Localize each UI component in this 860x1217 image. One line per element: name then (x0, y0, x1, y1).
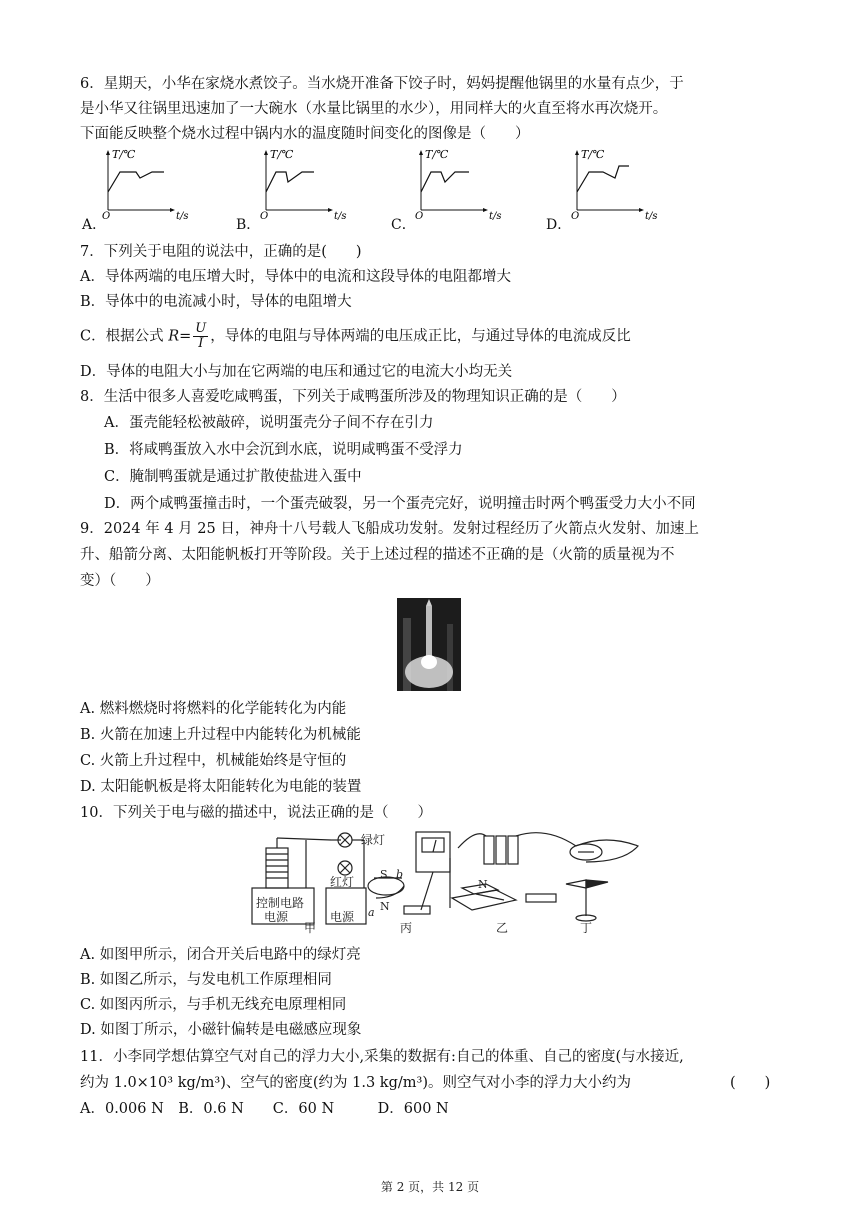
q10-option-c: C. 如图丙所示，与手机无线充电原理相同 (80, 997, 347, 1013)
green-lamp-label: 绿灯 (361, 833, 386, 847)
graph-a (90, 148, 220, 220)
graph-d-x-label: t/s (645, 211, 658, 220)
figure-bing-s: S (380, 868, 388, 881)
q9-line3: 变）（ ） (80, 573, 160, 589)
graph-d (559, 148, 689, 220)
graph-b-y-label: T/℃ (270, 148, 294, 161)
figure-yi (452, 833, 576, 910)
q7-option-c (80, 322, 631, 351)
red-lamp-label: 红灯 (330, 875, 355, 889)
graph-c-x-label: t/s (489, 211, 502, 220)
figure-bing-b: b (396, 868, 404, 881)
q6-line2: 是小华又往锅里迅速加了一大碗水（水量比锅里的水少），用同样大的火直至将水再次烧开。 (80, 101, 668, 117)
figure-yi-n: N (478, 878, 488, 891)
power-label-2: 电源 (330, 910, 355, 924)
electromagnetism-figure (246, 828, 650, 934)
q9-option-b: B. 火箭在加速上升过程中内能转化为机械能 (80, 727, 361, 743)
q8-option-c: C．腌制鸭蛋就是通过扩散使盐进入蛋中 (104, 469, 362, 485)
figure-yi-label: 乙 (496, 921, 509, 934)
graph-a-y-label: T/℃ (112, 148, 136, 161)
q6-line1: 6．星期天，小华在家烧水煮饺子。当水烧开准备下饺子时，妈妈提醒他锅里的水量有点少，于 (80, 76, 684, 92)
graph-a-origin: O (102, 211, 111, 220)
power-label-1: 电源 (264, 910, 289, 924)
q7-option-b: B．导体中的电流减小时，导体的电阻增大 (80, 294, 352, 310)
q10-stem: 10．下列关于电与磁的描述中，说法正确的是（ ） (80, 805, 432, 821)
q6-option-c: C． (391, 217, 416, 233)
graph-c (403, 148, 533, 220)
q11-answer-bracket: ( ) (730, 1075, 771, 1091)
q9-option-d: D. 太阳能帆板是将太阳能转化为电能的装置 (80, 779, 362, 795)
q8-option-b: B．将咸鸭蛋放入水中会沉到水底，说明咸鸭蛋不受浮力 (104, 442, 463, 458)
q8-stem: 8．生活中很多人喜爱吃咸鸭蛋，下列关于咸鸭蛋所涉及的物理知识正确的是（ ） (80, 389, 626, 405)
formula-fraction (193, 322, 208, 351)
figure-bing-n: N (380, 900, 390, 913)
q6-option-a: A． (82, 217, 107, 233)
q11-line2: 约为 1.0×10³ kg/m³)、空气的密度(约为 1.3 kg/m³)。则空气对小李的浮力大小约为 (80, 1075, 631, 1091)
control-circuit-label: 控制电路 (256, 896, 305, 910)
figure-ding-label: 丁 (580, 921, 593, 934)
q7-option-d: D．导体的电阻大小与加在它两端的电压和通过它的电流大小均无关 (80, 364, 513, 380)
q7-option-a: A．导体两端的电压增大时，导体中的电流和这段导体的电阻都增大 (80, 269, 511, 285)
q8-option-d: D．两个咸鸭蛋撞击时，一个蛋壳破裂，另一个蛋壳完好，说明撞击时两个鸭蛋受力大小不同 (104, 496, 696, 512)
q6-line3: 下面能反映整个烧水过程中锅内水的温度随时间变化的图像是（ ） (80, 126, 530, 142)
fraction-numerator: U (195, 321, 207, 336)
q10-option-b: B. 如图乙所示，与发电机工作原理相同 (80, 972, 332, 988)
graph-d-y-label: T/℃ (581, 148, 605, 161)
graph-a-x-label: t/s (176, 211, 189, 220)
graph-b-origin: O (260, 211, 269, 220)
page-footer: 第 2 页，共 12 页 (380, 1180, 480, 1194)
q9-line1: 9．2024 年 4 月 25 日，神舟十八号载人飞船成功发射。发射过程经历了火箭点火发射、加速上 (80, 521, 699, 537)
q8-option-a: A．蛋壳能轻松被敲碎，说明蛋壳分子间不存在引力 (104, 415, 434, 431)
q11-options: A．0.006 N B．0.6 N C．60 N D．600 N (80, 1101, 449, 1117)
fraction-denominator: I (198, 336, 204, 351)
q11-line1: 11．小李同学想估算空气对自己的浮力大小,采集的数据有:自己的体重、自己的密度(与水接近, (80, 1049, 684, 1065)
q9-line2: 升、船箭分离、太阳能帆板打开等阶段。关于上述过程的描述不正确的是（火箭的质量视为不 (80, 547, 675, 563)
q6-option-b: B． (236, 217, 261, 233)
rocket-launch-photo (397, 598, 461, 691)
figure-bing-a: a (368, 906, 375, 919)
q6-option-d: D． (546, 217, 572, 233)
graph-c-origin: O (415, 211, 424, 220)
q9-option-c: C. 火箭上升过程中，机械能始终是守恒的 (80, 753, 347, 769)
q7-stem: 7．下列关于电阻的说法中，正确的是( ) (80, 244, 362, 260)
q7-c-formula-lhs: R= (168, 328, 192, 345)
graph-b-x-label: t/s (334, 211, 347, 220)
figure-jia-label: 甲 (304, 921, 317, 934)
q9-option-a: A. 燃料燃烧时将燃料的化学能转化为内能 (80, 701, 347, 717)
q10-option-a: A. 如图甲所示，闭合开关后电路中的绿灯亮 (80, 947, 361, 963)
q7-c-suffix: ，导体的电阻与导体两端的电压成正比，与通过导体的电流成反比 (210, 328, 631, 345)
q7-c-prefix: C．根据公式 (80, 328, 164, 345)
figure-ding (566, 840, 638, 921)
graph-c-y-label: T/℃ (425, 148, 449, 161)
graph-b (248, 148, 378, 220)
graph-d-origin: O (571, 211, 580, 220)
q10-option-d: D. 如图丁所示，小磁针偏转是电磁感应现象 (80, 1022, 362, 1038)
figure-bing-label: 丙 (400, 921, 413, 934)
